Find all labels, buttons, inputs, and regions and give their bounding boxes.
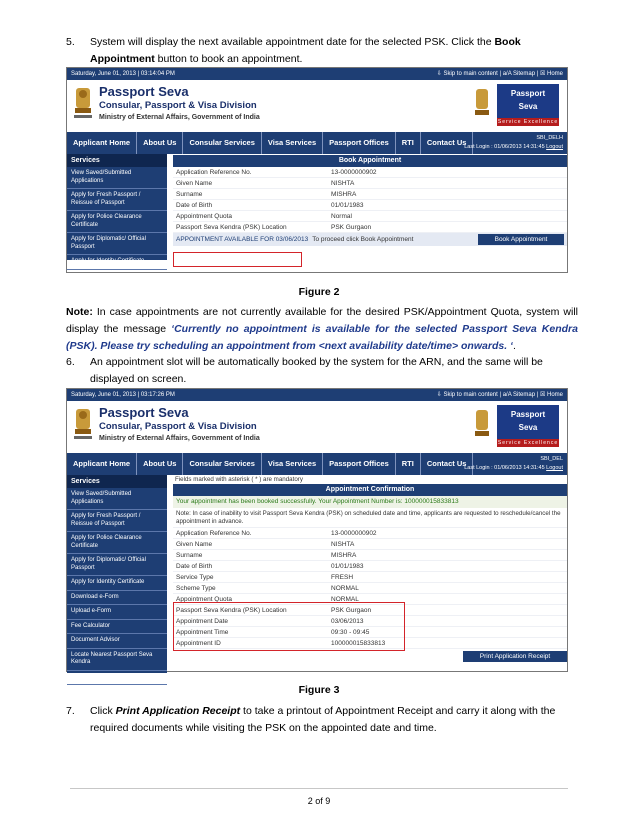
field-label: Scheme Type: [176, 585, 216, 592]
step-6-text: An appointment slot will be automatically booked by the system for the ARN, and the same will be displayed on screen.: [90, 356, 543, 385]
field-row: [173, 211, 567, 222]
field-row: [173, 539, 567, 550]
field-value: 13-0000000902: [331, 530, 377, 537]
field-label: Appointment Quota: [176, 213, 233, 220]
logo-line-1: Passport: [510, 410, 546, 419]
logo-tagline: Service Excellence: [497, 119, 559, 125]
nav-about-us[interactable]: About Us: [137, 132, 183, 154]
login-info: [464, 134, 563, 152]
sidebar-heading: Services: [67, 475, 167, 488]
passport-seva-logo: [467, 84, 563, 128]
main-nav: [67, 453, 567, 475]
sidebar-item-diplomatic-passport[interactable]: Apply for Diplomatic/ Official Passport: [67, 554, 167, 576]
field-value: NISHTA: [331, 180, 355, 187]
passport-seva-logo: [467, 405, 563, 449]
field-value: Normal: [331, 213, 352, 220]
step-5-bold: Book Appointment: [90, 36, 521, 65]
field-row: [173, 178, 567, 189]
step-5-text: [90, 34, 580, 68]
reschedule-note: Note: In case of inability to visit Passport Seva Kendra (PSK) on scheduled date and time, applicants are requested to reschedule/cancel the appointment in advance.: [173, 508, 567, 528]
field-value: NISHTA: [331, 541, 355, 548]
ministry-name: Ministry of External Affairs, Government of India: [99, 114, 260, 121]
nav-consular-services[interactable]: Consular Services: [183, 132, 261, 154]
footer-divider: [70, 788, 568, 789]
field-row: [173, 189, 567, 200]
sidebar-item-change-password[interactable]: Change Password: [67, 671, 167, 686]
field-value: MISHRA: [331, 191, 357, 198]
field-label: Surname: [176, 552, 203, 559]
field-label: Appointment ID: [176, 640, 221, 647]
field-value: 01/01/1983: [331, 202, 364, 209]
national-emblem-icon: [73, 405, 93, 443]
main-nav: [67, 132, 567, 154]
book-appointment-panel: [167, 154, 567, 260]
logo-tagline: Service Excellence: [497, 440, 559, 446]
note-message: ‘Currently no appointment is available for the selected Passport Seva Kendra (PSK). Please try scheduling an appointment from <next availability date/time> onwards. ‘: [66, 323, 578, 352]
banner: [67, 80, 567, 132]
national-emblem-icon: [73, 84, 93, 122]
nav-consular-services[interactable]: Consular Services: [183, 453, 261, 475]
success-message: Your appointment has been booked successfully. Your Appointment Number is: 100000015833813: [173, 496, 567, 508]
datetime: Saturday, June 01, 2013 | 03:14:04 PM: [71, 71, 175, 77]
logout-link[interactable]: Logout: [546, 465, 563, 471]
emblem-icon: [473, 86, 491, 122]
figure-2-screenshot: [66, 67, 568, 273]
sidebar-item-fee-calculator[interactable]: Fee Calculator: [67, 620, 167, 635]
sidebar-item-diplomatic-passport[interactable]: Apply for Diplomatic/ Official Passport: [67, 233, 167, 255]
field-value: NORMAL: [331, 585, 359, 592]
field-value: 100000015833813: [331, 640, 386, 647]
availability-text: APPOINTMENT AVAILABLE FOR 03/06/2013: [176, 236, 309, 243]
sidebar-item-identity-certificate[interactable]: Apply for Identity Certificate: [67, 576, 167, 591]
field-value: 09:30 - 09:45: [331, 629, 370, 636]
nav-passport-offices[interactable]: Passport Offices: [323, 453, 396, 475]
field-label: Date of Birth: [176, 202, 213, 209]
services-sidebar: [67, 475, 167, 680]
sidebar-item-upload-eform[interactable]: Upload e-Form: [67, 605, 167, 620]
section-title: Book Appointment: [173, 155, 567, 167]
top-bar: [67, 68, 567, 80]
sidebar-item-identity-certificate[interactable]: Apply for Identity Certificate: [67, 255, 167, 270]
field-label: Given Name: [176, 541, 213, 548]
field-row: [173, 528, 567, 539]
top-links[interactable]: ⇩ Skip to main content | a/A Sitemap | ☒ Home: [436, 71, 563, 77]
login-info: [464, 455, 563, 473]
services-sidebar: [67, 154, 167, 264]
logout-link[interactable]: Logout: [546, 144, 563, 150]
step-5-text-part: System will display the next available appointment date for the selected PSK. Click the: [90, 36, 495, 48]
field-value: 13-0000000902: [331, 169, 377, 176]
field-label: Surname: [176, 191, 203, 198]
figure-3-screenshot: [66, 388, 568, 680]
nav-visa-services[interactable]: Visa Services: [262, 132, 323, 154]
nav-applicant-home[interactable]: Applicant Home: [67, 132, 137, 154]
nav-rti[interactable]: RTI: [396, 453, 421, 475]
note-text: In case appointments are not currently available for the desired PSK/Appointment Quota, system will display the message: [66, 306, 578, 335]
highlight-box: [173, 602, 405, 651]
availability-row: [173, 233, 567, 246]
nav-rti[interactable]: RTI: [396, 132, 421, 154]
sidebar-item-fresh-passport[interactable]: Apply for Fresh Passport / Reissue of Passport: [67, 189, 167, 211]
logo-line-2: Seva: [518, 102, 538, 111]
figure-2-caption: Figure 2: [298, 286, 340, 298]
sidebar-item-police-clearance[interactable]: Apply for Police Clearance Certificate: [67, 211, 167, 233]
field-label: Service Type: [176, 574, 214, 581]
brand-title: Passport Seva: [99, 405, 189, 420]
field-label: Passport Seva Kendra (PSK) Location: [176, 224, 287, 231]
field-row: [173, 200, 567, 211]
field-label: Passport Seva Kendra (PSK) Location: [176, 607, 287, 614]
step-7-bold: Print Application Receipt: [115, 705, 241, 717]
last-login: Last Login : 01/06/2013 14:31:45: [464, 465, 545, 471]
logo-line-1: Passport: [510, 89, 546, 98]
logo-line-2: Seva: [518, 423, 538, 432]
field-value: PSK Gurgaon: [331, 607, 372, 614]
sidebar-item-download-eform[interactable]: Download e-Form: [67, 591, 167, 606]
field-label: Date of Birth: [176, 563, 213, 570]
book-appointment-button[interactable]: Book Appointment: [478, 234, 564, 245]
step-number: 7.: [66, 705, 75, 717]
field-row: [173, 561, 567, 572]
note-label: Note:: [66, 306, 93, 318]
nav-applicant-home[interactable]: Applicant Home: [67, 453, 137, 475]
field-value: NORMAL: [331, 596, 359, 603]
section-title: Appointment Confirmation: [173, 484, 567, 496]
field-value: PSK Gurgaon: [331, 224, 372, 231]
sidebar-heading: Services: [67, 154, 167, 167]
sidebar-item-document-advisor[interactable]: Document Advisor: [67, 634, 167, 649]
logo-text: [497, 84, 559, 118]
highlight-box: [173, 252, 302, 267]
step-7-text-part: Click: [90, 705, 116, 717]
brand-subtitle: Consular, Passport & Visa Division: [99, 100, 257, 111]
emblem-icon: [473, 407, 491, 443]
sidebar-item-view-saved[interactable]: View Saved/Submitted Applications: [67, 488, 167, 510]
sidebar-item-police-clearance[interactable]: Apply for Police Clearance Certificate: [67, 532, 167, 554]
field-label: Appointment Quota: [176, 596, 233, 603]
user-id: SBI_DEL: [540, 456, 563, 462]
banner: [67, 401, 567, 453]
field-value: 01/01/1983: [331, 563, 364, 570]
field-value: 03/06/2013: [331, 618, 364, 625]
field-label: Application Reference No.: [176, 530, 252, 537]
nav-about-us[interactable]: About Us: [137, 453, 183, 475]
nav-passport-offices[interactable]: Passport Offices: [323, 132, 396, 154]
ministry-name: Ministry of External Affairs, Government of India: [99, 435, 260, 442]
mandatory-note: Fields marked with asterisk ( * ) are mandatory: [175, 476, 303, 483]
field-row: [173, 222, 567, 233]
content-area: [67, 154, 567, 264]
brand-subtitle: Consular, Passport & Visa Division: [99, 421, 257, 432]
nav-visa-services[interactable]: Visa Services: [262, 453, 323, 475]
top-links[interactable]: ⇩ Skip to main content | a/A Sitemap | ☒ Home: [436, 392, 563, 398]
last-login: Last Login : 01/06/2013 14:31:45: [464, 144, 545, 150]
step-5-text-end: button to book an appointment.: [154, 53, 303, 65]
page-number: 2 of 9: [307, 796, 331, 806]
top-bar: [67, 389, 567, 401]
field-value: MISHRA: [331, 552, 357, 559]
nav-contact-us[interactable]: Contact Us: [421, 453, 474, 475]
field-row: [173, 583, 567, 594]
logo-text: [497, 405, 559, 439]
step-7-text: [90, 703, 578, 737]
field-label: Application Reference No.: [176, 169, 252, 176]
sidebar-item-fresh-passport[interactable]: Apply for Fresh Passport / Reissue of Passport: [67, 510, 167, 532]
brand-title: Passport Seva: [99, 84, 189, 99]
field-value: FRESH: [331, 574, 354, 581]
field-label: Appointment Time: [176, 629, 229, 636]
field-row: [173, 550, 567, 561]
print-row: [173, 651, 567, 662]
user-id: SBI_DELH: [536, 135, 563, 141]
print-application-receipt-button[interactable]: Print Application Receipt: [463, 651, 567, 662]
sidebar-item-view-saved[interactable]: View Saved/Submitted Applications: [67, 167, 167, 189]
figure-3-caption: Figure 3: [298, 684, 340, 696]
nav-contact-us[interactable]: Contact Us: [421, 132, 474, 154]
datetime: Saturday, June 01, 2013 | 03:17:26 PM: [71, 392, 175, 398]
sidebar-item-locate-psk[interactable]: Locate Nearest Passport Seva Kendra: [67, 649, 167, 671]
field-row: [173, 572, 567, 583]
field-label: Given Name: [176, 180, 213, 187]
note-paragraph: [66, 304, 578, 355]
proceed-hint: To proceed click Book Appointment: [312, 236, 414, 243]
step-number: 6.: [66, 356, 75, 368]
field-row: [173, 167, 567, 178]
step-7-text-end: to take a printout of Appointment Receipt and carry it along with the required documents while visiting the PSK on the appointed date and time.: [90, 705, 556, 734]
note-end: .: [512, 340, 516, 352]
step-number: 5.: [66, 36, 75, 48]
field-label: Appointment Date: [176, 618, 229, 625]
